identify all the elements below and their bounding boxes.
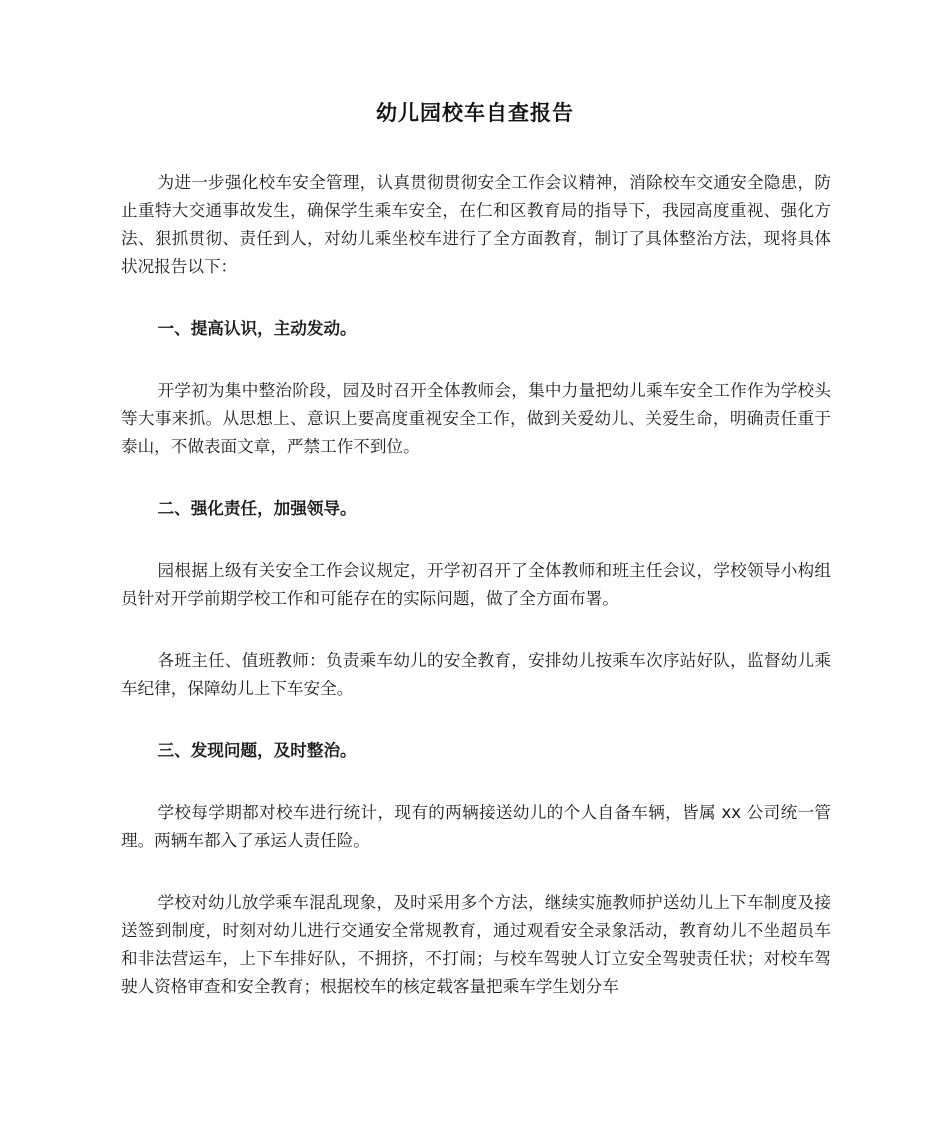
document-body xyxy=(121,169,831,1001)
section-heading: 一、提高认识，主动发动。 xyxy=(157,319,357,338)
section-paragraph: 园根据上级有关安全工作会议规定，开学初召开了全体教师和班主任会议，学校领导小构组员针对开学前期学校工作和可能存在的实际问题，做了全方面布署。 xyxy=(121,561,831,608)
section-paragraph: 学校每学期都对校车进行统计，现有的两辆接送幼儿的个人自备车辆，皆属 xx 公司统一管理。两辆车都入了承运人责任险。 xyxy=(121,803,831,850)
section-paragraph: 开学初为集中整治阶段，园及时召开全体教师会，集中力量把幼儿乘车安全工作作为学校头等大事来抓。从思想上、意识上要高度重视安全工作，做到关爱幼儿、关爱生命，明确责任重于泰山，不做表面文章，严禁工作不到位。 xyxy=(121,381,831,456)
section-paragraph: 学校对幼儿放学乘车混乱现象，及时采用多个方法，继续实施教师护送幼儿上下车制度及接送签到制度，时刻对幼儿进行交通安全常规教育，通过观看安全录象活动，教育幼儿不坐超员车和非法营运车，上下车排好队，不拥挤，不打闹；与校车驾驶人订立安全驾驶责任状；对校车驾驶人资格审查和安全教育；根据校车的核定载客量把乘车学生划分车 xyxy=(121,893,831,996)
intro-paragraph: 为进一步强化校车安全管理，认真贯彻贯彻安全工作会议精神，消除校车交通安全隐患，防止重特大交通事故发生，确保学生乘车安全，在仁和区教育局的指导下，我园高度重视、强化方法、狠抓贯彻、责任到人，对幼儿乘坐校车进行了全方面教育，制订了具体整治方法，现将具体状况报告以下： xyxy=(121,173,831,276)
document-title: 幼儿园校车自查报告 xyxy=(376,101,574,125)
section-heading: 三、发现问题，及时整治。 xyxy=(157,741,357,760)
section-heading: 二、强化责任，加强领导。 xyxy=(157,499,357,518)
section-paragraph: 各班主任、值班教师：负责乘车幼儿的安全教育，安排幼儿按乘车次序站好队，监督幼儿乘车纪律，保障幼儿上下车安全。 xyxy=(121,651,831,698)
